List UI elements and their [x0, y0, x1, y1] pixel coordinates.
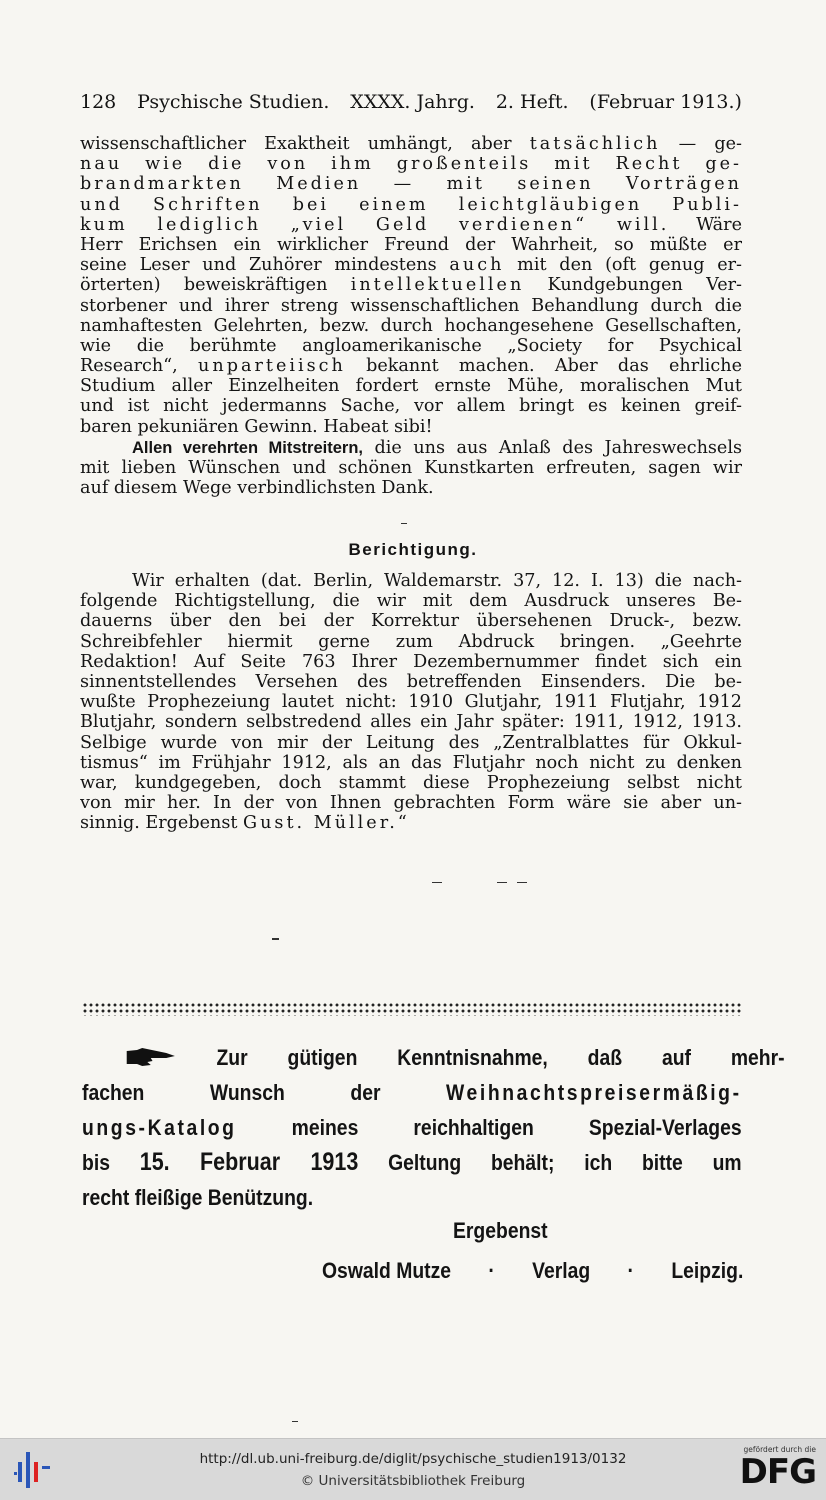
publisher-part: Verlag — [532, 1258, 591, 1283]
text-run: wissenschaftlicher Exaktheit umhängt, aber — [80, 134, 530, 154]
text-run: namhaftesten Gelehrten, bezw. durch hochangesehene Gesellschaften, — [80, 315, 742, 336]
spaced-emphasis: brandmarkten Medien — mit seinen Vorträgen — [80, 174, 742, 195]
separator-dash — [497, 882, 507, 883]
text-run: seine Leser und Zuhörer mindestens — [80, 255, 450, 276]
spaced-emphasis: auch — [449, 255, 505, 276]
text-run: meines reichhaltigen Spezial-Verlages — [236, 1115, 742, 1140]
text-run: Blutjahr, sondern selbstredend alles ein Jahr später: 1911, 1912, 1913. — [80, 712, 742, 733]
date-emphasis: 15. Februar 1913 — [139, 1148, 359, 1176]
text-line — [80, 275, 742, 295]
text-run: bekannt machen. Aber das ehrliche — [345, 356, 742, 377]
pointing-hand-icon — [125, 1046, 177, 1068]
text-line — [80, 215, 742, 235]
running-header — [80, 90, 742, 114]
dfg-wordmark: DFG — [739, 1452, 816, 1492]
funder-note: gefördert durch die — [743, 1445, 816, 1454]
text-line — [82, 1110, 742, 1145]
text-run: örterten) beweiskräftigen — [80, 275, 351, 296]
text-line — [80, 672, 742, 692]
viewer-footer — [0, 1438, 826, 1500]
text-line — [80, 195, 742, 215]
text-run: fachen Wunsch der — [82, 1080, 447, 1105]
issue-label: 2. Heft. — [495, 91, 569, 113]
text-line — [82, 1145, 742, 1180]
text-run: baren pekuniären Gewinn. Habeat sibi! — [80, 416, 433, 437]
text-line — [82, 1180, 742, 1215]
text-run: Research“, — [80, 356, 199, 377]
text-run: war, kundgegeben, doch stammt diese Prophezeiung selbst nicht — [80, 772, 742, 793]
paragraph-thanks — [80, 438, 742, 499]
text-run: dauerns über den bei der Korrektur übersehenen Druck-, bezw. — [80, 611, 742, 632]
text-line — [80, 417, 742, 437]
text-line — [80, 336, 742, 356]
spaced-emphasis: intellektuellen — [350, 275, 525, 296]
text-run: mit lieben Wünschen und schönen Kunstkarten erfreuten, sagen wir — [80, 458, 742, 479]
text-run: Selbige wurde von mir der Leitung des „Zentralblattes für Okkul- — [80, 732, 742, 753]
section-title: Berichtigung. — [348, 540, 478, 559]
text-run: Redaktion! Auf Seite 763 Ihrer Dezembernummer findet sich ein — [80, 651, 742, 672]
text-run: Kundgebungen Ver- — [524, 275, 742, 296]
text-line — [80, 611, 742, 631]
text-run: tismus“ im Frühjahr 1912, als an das Flutjahr noch nicht zu denken — [80, 752, 742, 773]
text-run: sinnentstellendes Versehen des betreffenden Einsenders. Die be- — [80, 671, 742, 692]
text-line — [80, 458, 742, 478]
bold-emphasis: Allen verehrten Mitstreitern, — [132, 439, 363, 457]
text-line — [80, 813, 742, 833]
ornamental-rule — [82, 1002, 742, 1016]
separator-dash — [517, 882, 527, 883]
text-line — [80, 174, 742, 194]
text-line — [80, 632, 742, 652]
text-line — [80, 396, 742, 416]
spaced-emphasis: Gust. Müller. — [243, 813, 398, 834]
text-line — [80, 356, 742, 376]
text-line — [82, 1075, 742, 1110]
text-line — [80, 235, 742, 255]
paragraph-erichsen — [80, 134, 742, 437]
issue-date: (Februar 1913.) — [589, 91, 742, 113]
text-run: Zur gütigen Kenntnisnahme, daß auf mehr- — [216, 1045, 785, 1070]
stray-mark — [272, 938, 279, 940]
separator-dash — [401, 523, 407, 524]
spaced-emphasis: nau wie die von ihm großenteils mit Recht ge- — [80, 154, 742, 175]
text-line — [80, 296, 742, 316]
text-line — [80, 255, 742, 275]
stray-mark — [292, 1421, 298, 1422]
text-line — [80, 571, 742, 591]
ad-signoff: Ergebenst — [453, 1218, 548, 1243]
text-line — [80, 134, 742, 154]
text-run: — ge- — [660, 134, 742, 154]
publisher-part: Leipzig. — [671, 1258, 744, 1283]
spaced-emphasis: und Schriften bei einem leichtgläubigen Publi- — [80, 194, 742, 215]
text-line — [80, 793, 742, 813]
separator-dash — [432, 882, 442, 883]
text-line — [80, 376, 742, 396]
publisher-part: Oswald Mutze — [322, 1258, 452, 1283]
text-run: von mir her. In der von Ihnen gebrachten Form wäre sie aber un- — [80, 793, 742, 814]
separator-dot: · — [627, 1258, 635, 1283]
text-line — [80, 316, 742, 336]
document-url[interactable]: http://dl.ub.uni-freiburg.de/diglit/psychische_studien1913/0132 — [199, 1451, 627, 1467]
text-run: auf diesem Wege verbindlichsten Dank. — [80, 478, 434, 499]
separator-dot: · — [488, 1258, 495, 1283]
journal-title: Psychische Studien. — [137, 91, 330, 113]
text-line — [80, 154, 742, 174]
paragraph-berichtigung — [80, 571, 742, 833]
spaced-emphasis: Weihnachtspreisermäßig- — [446, 1080, 742, 1105]
text-run: Studium aller Einzelheiten fordert ernste Mühe, moralischen Mut — [80, 376, 742, 397]
text-line — [80, 733, 742, 753]
text-run: mit den (oft genug er- — [504, 255, 742, 276]
spaced-emphasis: tatsächlich — [529, 134, 661, 154]
text-run: wußte Prophezeiung lautet nicht: 1910 Glutjahr, 1911 Flutjahr, 1912 — [80, 692, 742, 713]
text-run: und ist nicht jedermanns Sache, vor allem bringt es keinen greif- — [80, 396, 742, 417]
text-run: folgende Richtigstellung, die wir mit dem Ausdruck unseres Be- — [80, 591, 742, 612]
text-line — [80, 692, 742, 712]
text-run: wie die berühmte angloamerikanische „Society for Psychical — [80, 335, 742, 356]
text-line — [80, 712, 742, 732]
text-run: Wäre — [669, 214, 742, 235]
page-number: 128 — [80, 91, 117, 113]
text-run: Wir erhalten (dat. Berlin, Waldemarstr. 37, 12. I. 13) die nach- — [132, 571, 742, 591]
text-line — [82, 1040, 785, 1075]
text-run: sinnig. Ergebenst — [80, 813, 244, 834]
text-run: “ — [397, 813, 407, 834]
spaced-emphasis: ungs-Katalog — [82, 1115, 237, 1140]
text-line — [80, 753, 742, 773]
publisher-line — [322, 1258, 743, 1284]
text-line — [80, 652, 742, 672]
text-run: Geltung behält; ich bitte um — [358, 1150, 742, 1175]
dfg-logo — [730, 1445, 816, 1495]
advertisement — [82, 1040, 785, 1215]
text-line — [80, 591, 742, 611]
text-line — [80, 438, 742, 458]
copyright-notice: © Universitätsbibliothek Freiburg — [300, 1473, 526, 1489]
volume-label: XXXX. Jahrg. — [350, 91, 475, 113]
text-run: die uns aus Anlaß des Jahreswechsels — [362, 438, 742, 458]
text-run: Herr Erichsen ein wirklicher Freund der Wahrheit, so müßte er — [80, 234, 742, 255]
text-line — [80, 773, 742, 793]
text-run: storbener und ihrer streng wissenschaftlichen Behandlung durch die — [80, 295, 742, 316]
text-run: recht fleißige Benützung. — [82, 1185, 314, 1210]
spaced-emphasis: unparteiisch — [198, 356, 346, 377]
text-line — [80, 478, 742, 498]
text-run: Schreibfehler hiermit gerne zum Abdruck bringen. „Geehrte — [80, 631, 742, 652]
spaced-emphasis: kum lediglich „viel Geld verdienen“ will. — [80, 214, 670, 235]
text-run: bis — [82, 1150, 140, 1175]
